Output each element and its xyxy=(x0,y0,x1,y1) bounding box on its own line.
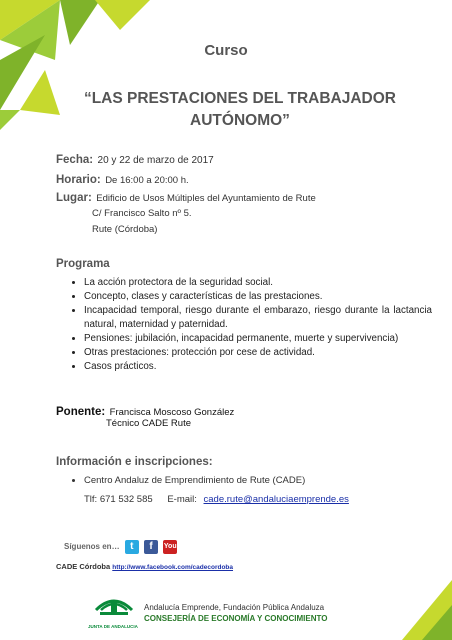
lugar-address: C/ Francisco Salto nº 5. xyxy=(92,208,192,219)
fecha-label: Fecha: xyxy=(56,154,94,166)
horario-row xyxy=(56,170,189,188)
lugar-label: Lugar: xyxy=(56,192,92,204)
info-heading: Información e inscripciones: xyxy=(56,456,213,468)
programa-heading: Programa xyxy=(56,258,110,270)
programa-list xyxy=(70,276,432,374)
course-title-line1: “LAS PRESTACIONES DEL TRABAJADOR xyxy=(83,90,397,107)
ponente-name: Francisca Moscoso González xyxy=(109,407,235,418)
email-label: E-mail: xyxy=(167,494,197,505)
course-title xyxy=(60,88,420,132)
social-label: Síguenos en… xyxy=(64,542,120,552)
list-item: • Pensiones: jubilación, incapacidad permanente, muerte y supervivencia) xyxy=(84,332,432,346)
course-title-line2: AUTÓNOMO” xyxy=(190,112,290,129)
footer-line1: Andalucía Emprende, Fundación Pública Andaluza xyxy=(144,603,325,612)
social-row xyxy=(64,540,177,554)
list-item: • Incapacidad temporal, riesgo durante el embarazo, riesgo durante la lactancia natural, maternidad y paternidad. xyxy=(84,304,432,332)
phone-text: Tlf: 671 532 585 xyxy=(84,494,153,505)
footer-line2: CONSEJERÍA DE ECONOMÍA Y CONOCIMIENTO xyxy=(144,614,328,623)
cade-facebook-link[interactable]: http://www.facebook.com/cadecordoba xyxy=(112,564,234,571)
ponente-label: Ponente: xyxy=(56,406,106,418)
list-item: • Casos prácticos. xyxy=(84,360,432,374)
decorative-corner xyxy=(402,580,452,640)
lugar-value: Edificio de Usos Múltiples del Ayuntamiento de Rute xyxy=(96,193,316,204)
cade-row xyxy=(56,562,233,571)
info-list xyxy=(70,475,305,486)
contact-row xyxy=(84,494,349,505)
email-link[interactable]: cade.rute@andaluciaemprende.es xyxy=(203,494,349,505)
fecha-value: 20 y 22 de marzo de 2017 xyxy=(97,155,214,166)
facebook-icon[interactable]: f xyxy=(144,540,158,554)
list-item: • La acción protectora de la seguridad social. xyxy=(84,276,432,290)
lugar-row xyxy=(56,188,316,206)
horario-value: De 16:00 a 20:00 h. xyxy=(105,175,189,186)
junta-andalucia-logo-icon xyxy=(92,592,136,626)
course-label: Curso xyxy=(204,42,248,59)
twitter-icon[interactable]: t xyxy=(125,540,139,554)
list-item: • Concepto, clases y características de las prestaciones. xyxy=(84,290,432,304)
lugar-city: Rute (Córdoba) xyxy=(92,224,158,235)
fecha-row xyxy=(56,150,214,168)
footer-text xyxy=(144,602,327,624)
junta-label: JUNTA DE ANDALUCIA xyxy=(88,624,138,629)
info-center: • Centro Andaluz de Emprendimiento de Rute (CADE) xyxy=(84,475,305,486)
youtube-icon[interactable]: You xyxy=(163,540,177,554)
horario-label: Horario: xyxy=(56,174,101,186)
list-item: • Otras prestaciones: protección por cese de actividad. xyxy=(84,346,432,360)
cade-label: CADE Córdoba xyxy=(56,562,111,571)
ponente-role: Técnico CADE Rute xyxy=(106,418,192,429)
